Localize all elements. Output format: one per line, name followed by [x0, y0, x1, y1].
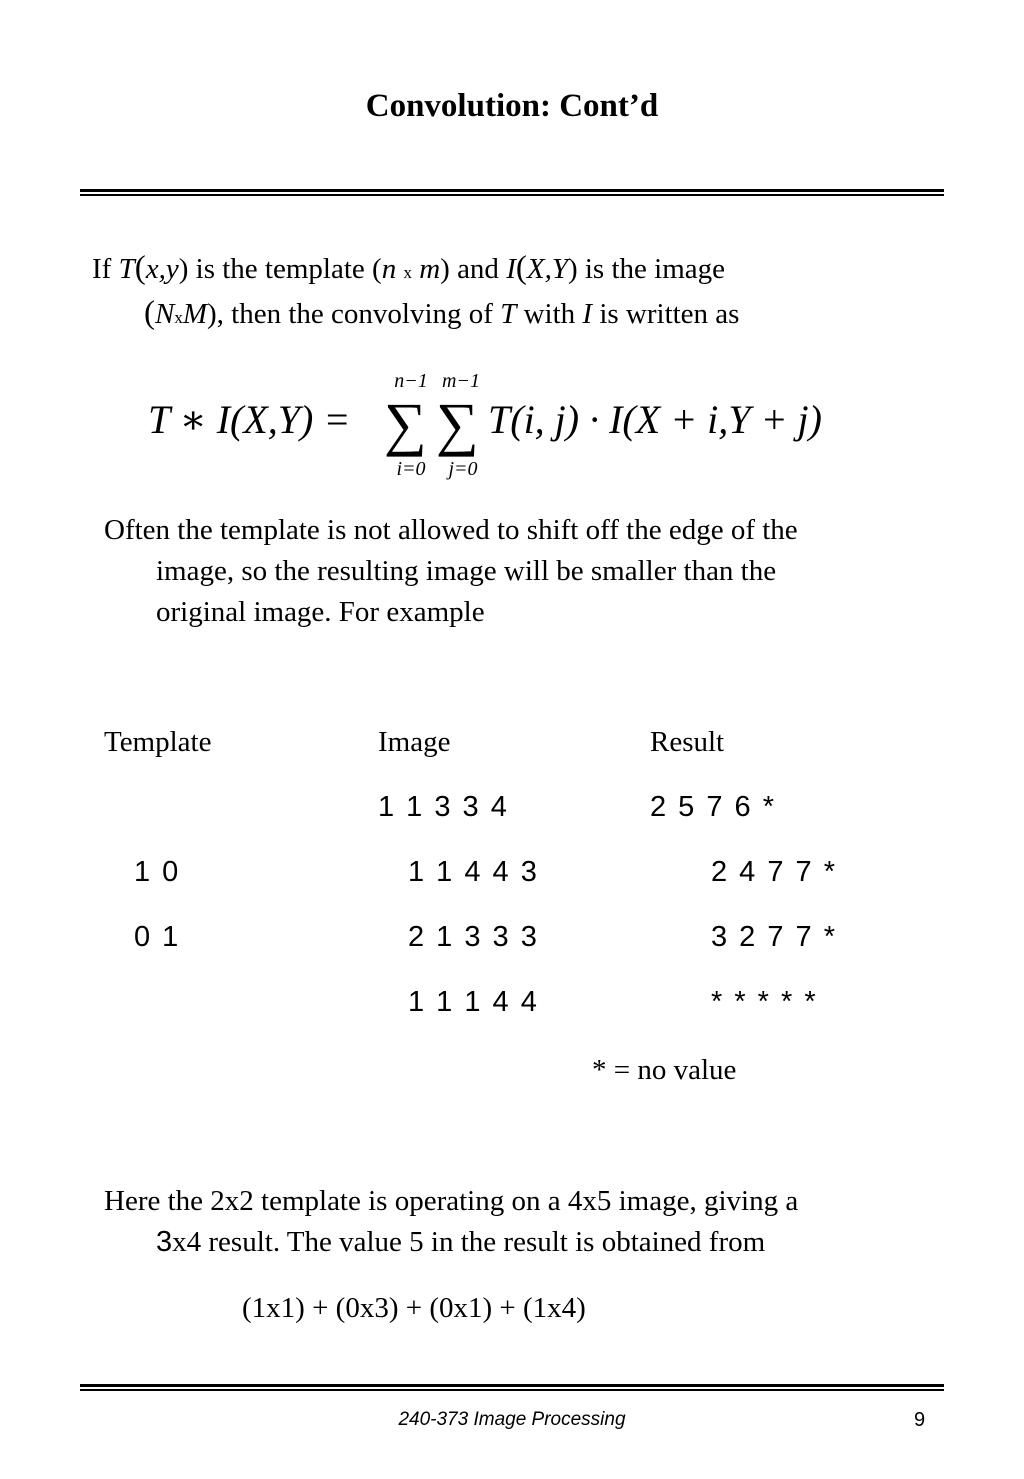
edge-paragraph: Often the template is not allowed to shift off the edge of the image, so the resulting image will be smaller than the original image. For example [104, 514, 798, 628]
sum-i-lower: i=0 [396, 458, 426, 480]
intro-paragraph: If T(x,y) is the template (n x m) and I(X,Y) is the image (NxM), then the convolving of T with I is written as [92, 250, 740, 331]
top-divider [80, 189, 944, 196]
footer-course: 240-373 Image Processing [398, 1409, 626, 1430]
page-title: Convolution: Cont’d [365, 88, 659, 124]
sum-i-sigma: ∑ [384, 391, 427, 457]
result-row: 3 2 7 7 * [711, 921, 838, 953]
page-number: 9 [914, 1409, 926, 1431]
equation-lhs: T ∗ I(X,Y) = [148, 397, 351, 442]
equation-rhs: T(i, j) · I(X + i,Y + j) [488, 397, 822, 442]
image-row: 1 1 1 4 4 [408, 986, 539, 1018]
no-value-note: * = no value [592, 1054, 737, 1086]
template-row: 1 0 [134, 856, 181, 888]
image-row: 1 1 3 3 4 [378, 791, 509, 823]
image-row: 1 1 4 4 3 [408, 856, 539, 888]
header-image: Image [378, 726, 451, 758]
sum-j-lower: j=0 [448, 458, 478, 480]
result-row: 2 4 7 7 * [711, 856, 838, 888]
sum-j-upper: m−1 [442, 370, 480, 392]
sum-i-upper: n−1 [394, 370, 428, 392]
image-row: 2 1 3 3 3 [408, 921, 539, 953]
sum-j-sigma: ∑ [436, 391, 479, 457]
header-result: Result [650, 726, 725, 758]
convolution-equation [148, 370, 868, 490]
explanation-paragraph: Here the 2x2 template is operating on a 4x5 image, giving a 3x4 result. The value 5 in the result is obtained from [104, 1185, 799, 1258]
header-template: Template [104, 726, 212, 758]
template-row: 0 1 [134, 921, 181, 953]
result-row: * * * * * [711, 986, 818, 1018]
calculation: (1x1) + (0x3) + (0x1) + (1x4) [242, 1292, 586, 1324]
bottom-divider [80, 1384, 944, 1391]
result-row: 2 5 7 6 * [650, 791, 777, 823]
